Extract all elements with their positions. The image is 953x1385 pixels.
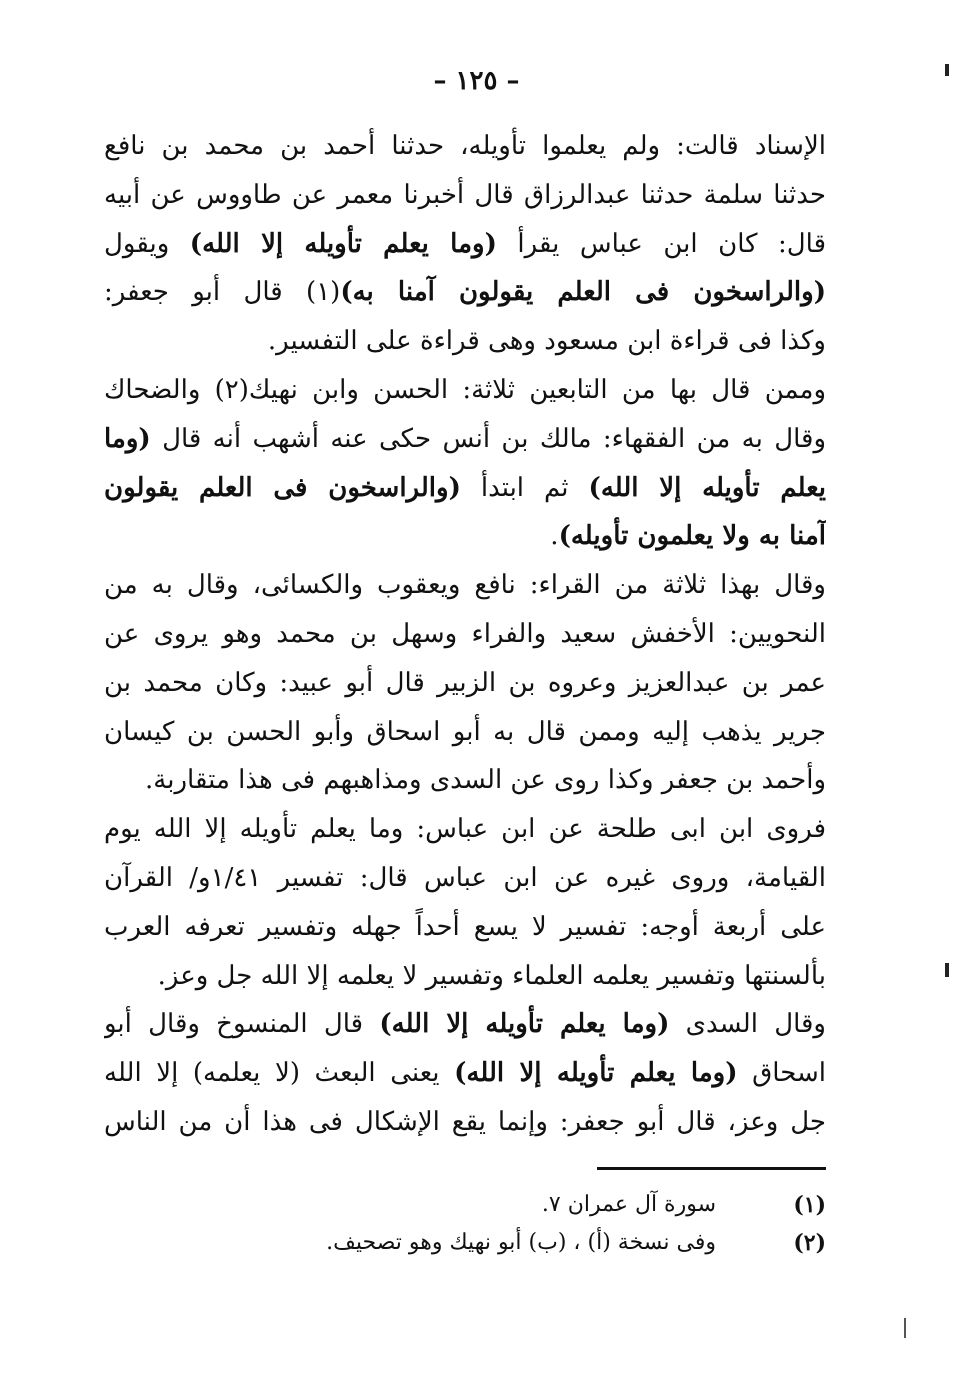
footnote-2-number: (٢) [793,1230,826,1256]
text-run: القيامة، وروى غيره عن ابن عباس قال: تفسير ١/٤١و/ القرآن [104,862,826,893]
text-run: (١) قال أبو جعفر: [104,277,341,308]
quran-quote: آمنا به ولا يعلمون تأويله) [558,521,826,552]
text-line [104,1049,826,1098]
text-line [104,317,826,366]
text-line [104,171,826,220]
text-line [104,1098,826,1147]
text-line [104,220,826,269]
quran-quote: (وما [104,423,151,454]
text-line [104,903,826,952]
text-line [104,366,826,415]
text-run: الإسناد قالت: ولم يعلموا تأويله، حدثنا أحمد بن محمد بن نافع [104,131,826,161]
text-run: قال: كان ابن عباس يقرأ [496,228,826,259]
quran-quote: (وما يعلم تأويله إلا الله) [379,1009,670,1040]
text-line [104,1000,826,1049]
text-line [104,952,826,1001]
text-line [104,512,826,561]
text-run: يعنى البعث (لا يعلمه) إلا الله [104,1058,455,1089]
footnote-1 [104,1186,826,1224]
footnote-1-number: (١) [793,1192,826,1218]
footnotes-block [104,1186,826,1262]
text-line [104,122,826,171]
text-line [104,659,826,708]
text-line [104,561,826,610]
text-run: على أربعة أوجه: تفسير لا يسع أحداً جهله وتفسير تعرفه العرب [104,911,826,942]
text-line [104,464,826,513]
quran-quote: يعلم تأويله إلا الله) [588,472,826,503]
text-run: بألسنتها وتفسير يعلمه العلماء وتفسير لا يعلمه إلا الله جل وعز. [157,960,826,991]
text-run: وكذا فى قراءة ابن مسعود وهى قراءة على التفسير. [267,326,826,357]
text-line [104,854,826,903]
quran-quote: (وما يعلم تأويله إلا الله) [189,228,497,259]
text-run: وقال بهذا ثلاثة من القراء: نافع ويعقوب والكسائى، وقال به من [104,570,826,601]
quran-quote: (وما يعلم تأويله إلا الله) [454,1058,738,1089]
text-run: وقال السدى [669,1009,826,1040]
footnote-1-text: سورة آل عمران ٧. [541,1192,716,1217]
text-run: ويقول [104,228,190,259]
text-line [104,805,826,854]
text-run: جل وعز، قال أبو جعفر: وإنما يقع الإشكال فى هذا أن من الناس [104,1106,826,1137]
quran-quote: (والراسخون فى العلم يقولون آمنا به) [340,277,826,308]
scan-margin-mark [904,1318,906,1338]
scan-edge-mark-top [945,64,949,76]
footnote-separator [597,1167,826,1170]
text-run: وقال به من الفقهاء: مالك بن أنس حكى عنه أشهب أنه قال [150,423,826,454]
footnote-2 [104,1224,826,1262]
text-run: عمر بن عبدالعزيز وعروه بن الزبير قال أبو عبيد: وكان محمد بن [104,667,826,698]
text-line [104,415,826,464]
quran-quote: (والراسخون فى العلم يقولون [104,472,461,503]
text-line [104,610,826,659]
text-run: وأحمد بن جعفر وكذا روى عن السدى ومذاهبهم فى هذا متقاربة. [145,765,826,796]
text-run: حدثنا سلمة حدثنا عبدالرزاق قال أخبرنا معمر عن طاووس عن أبيه [104,179,826,210]
page-number: – ١٢٥ – [433,66,520,96]
main-text-block [104,122,826,1147]
footnote-2-text: وفى نسخة (أ) ، (ب) أبو نهيك وهو تصحيف. [326,1230,716,1255]
text-run: وممن قال بها من التابعين ثلاثة: الحسن وابن نهيك(٢) والضحاك [104,374,826,405]
text-line [104,268,826,317]
text-run: قال المنسوخ وقال أبو [104,1009,380,1040]
scan-edge-mark-bottom [945,963,949,977]
text-run: ثم ابتدأ [460,472,589,503]
text-run: اسحاق [737,1058,826,1089]
text-run: فروى ابن ابى طلحة عن ابن عباس: وما يعلم تأويله إلا الله يوم [104,814,826,845]
text-line [104,756,826,805]
text-run: . [550,521,559,552]
text-run: جرير يذهب إليه وممن قال به أبو اسحاق وأبو الحسن بن كيسان [104,716,826,747]
text-line [104,708,826,757]
text-run: النحويين: الأخفش سعيد والفراء وسهل بن محمد وهو يروى عن [104,618,826,649]
